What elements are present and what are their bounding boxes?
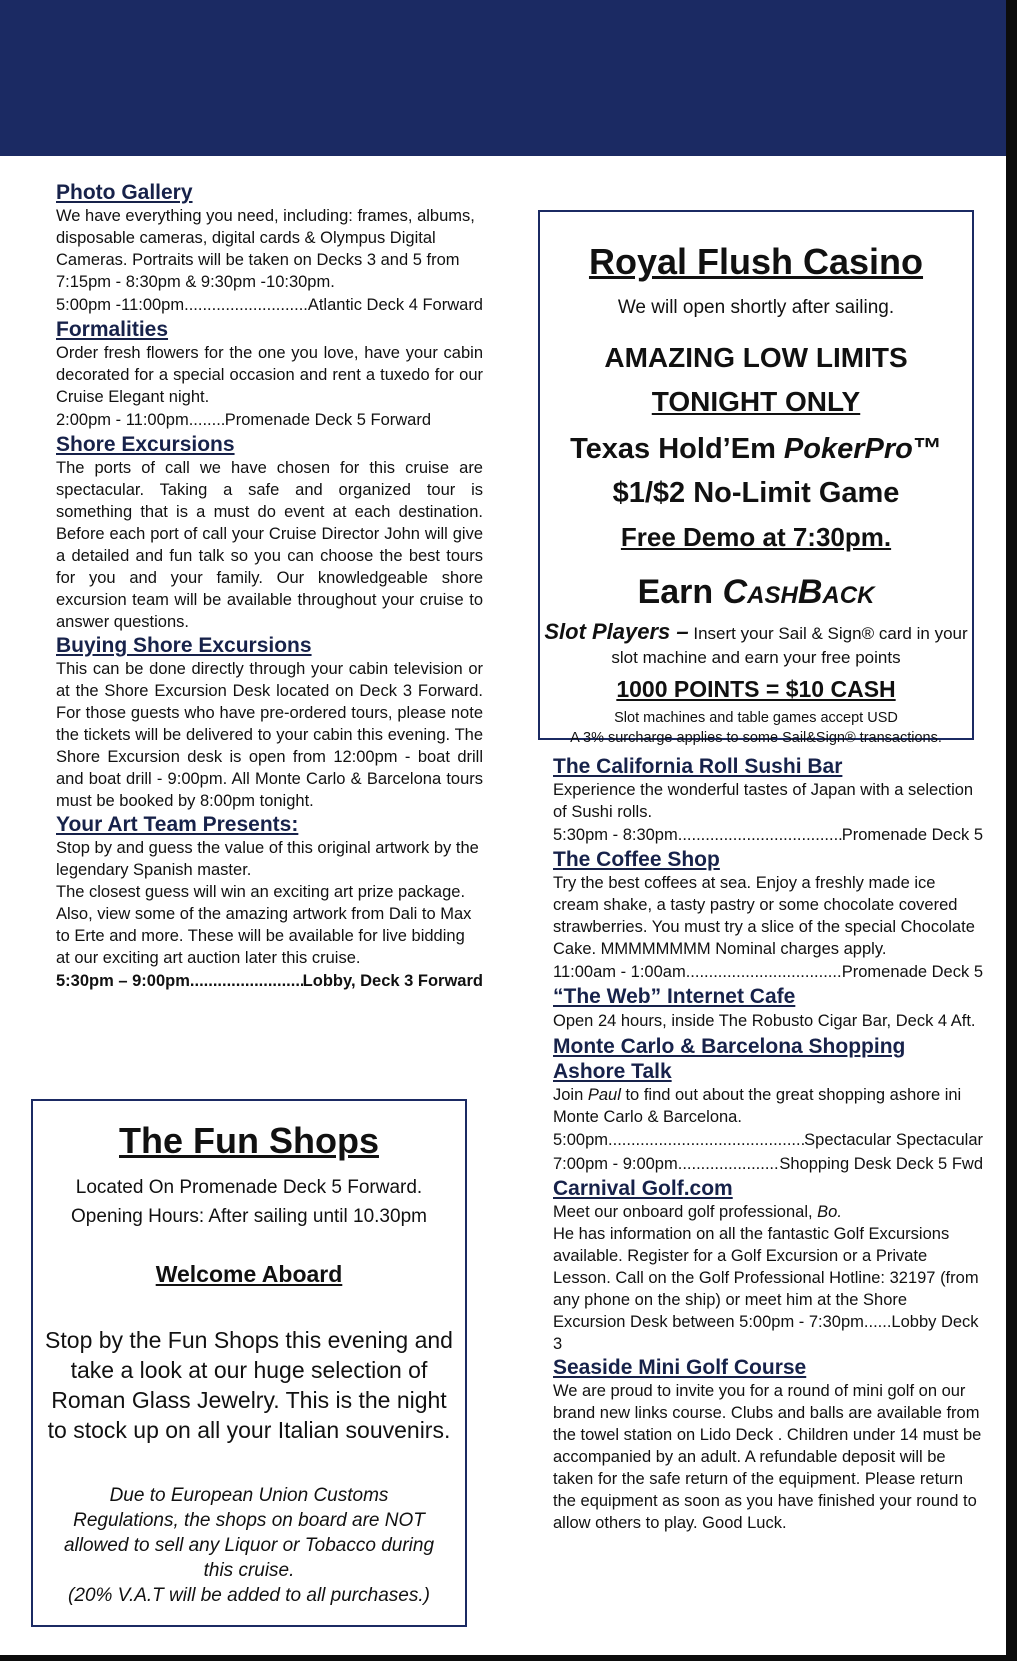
casino-points: 1000 POINTS = $10 CASH [616, 676, 896, 702]
section-body [553, 1084, 983, 1128]
fun-shops-vat: (20% V.A.T will be added to all purchases.) [68, 1585, 430, 1606]
schedule-row [553, 960, 983, 984]
host-name: Paul [587, 1086, 621, 1104]
leader-dots [686, 960, 842, 984]
slot-label: Slot Players – [544, 619, 689, 644]
section-body: The closest guess will win an exciting art prize package. Also, view some of the amazing artwork from Dali to Max to Erte and more. These will be available for live bidding at our exciting art auction later this cruise. [56, 883, 472, 967]
leader-dots [678, 1152, 780, 1176]
leader-dots [678, 823, 842, 847]
schedule-time: 5:30pm – 9:00pm [56, 972, 190, 990]
section-body [553, 1201, 983, 1223]
schedule-row [553, 1128, 983, 1152]
fun-shops-location: Located On Promenade Deck 5 Forward. [75, 1177, 423, 1198]
pro-name: Bo. [817, 1203, 842, 1221]
body-pre: Meet our onboard golf professional, [553, 1203, 818, 1221]
schedule-location: Promenade Deck 5 [841, 963, 983, 981]
shore-excursions-section [56, 432, 483, 633]
schedule-location: Shopping Desk Deck 5 Fwd [779, 1155, 983, 1173]
section-body: We have everything you need, including: frames, albums, disposable cameras, digital cards & Olympus Digital Cameras. Portraits will be taken on Decks 3 and 5 from 7:15pm - 8:30pm & 9:30pm -10:30pm. [56, 207, 475, 291]
scan-edge [1006, 0, 1017, 1661]
schedule-row [56, 293, 483, 317]
art-team-section [56, 812, 483, 993]
section-body: The ports of call we have chosen for this cruise are spectacular. Taking a safe and organized tour is something that is a must do event at each destination. Before each port of call your Cruise Director John will give a detailed and fun talk so you can choose the best tours for you and your family. Our knowledgeable shore excursion team will be available throughout your cruise to answer questions. [56, 459, 483, 631]
schedule-location: Promenade Deck 5 [841, 826, 983, 844]
casino-surcharge: A 3% surcharge applies to some Sail&Sign® transactions. [570, 730, 942, 746]
poker-prefix: Texas Hold’Em [570, 433, 784, 465]
earn-prefix: Earn [637, 573, 723, 611]
section-heading: Monte Carlo & Barcelona Shopping [553, 1035, 906, 1058]
poker-brand: PokerPro [783, 433, 913, 465]
schedule-location: Spectacular Spectacular [804, 1131, 983, 1149]
casino-usd-note: Slot machines and table games accept USD [614, 710, 898, 726]
fun-shops-hours: Opening Hours: After sailing until 10.30pm [71, 1206, 427, 1227]
section-heading: Photo Gallery [56, 181, 193, 204]
schedule-row [56, 969, 483, 993]
schedule-row [56, 408, 483, 432]
casino-slot-info [540, 620, 972, 670]
left-column [56, 180, 483, 993]
casino-box [538, 210, 974, 746]
leader-dots [190, 969, 303, 993]
section-heading: Buying Shore Excursions [56, 634, 312, 657]
fun-shops-welcome: Welcome Aboard [155, 1261, 343, 1287]
scan-edge-bottom [0, 1655, 1017, 1661]
schedule-row [553, 1152, 983, 1176]
section-heading: The California Roll Sushi Bar [553, 755, 843, 778]
casino-earn-line [540, 570, 972, 614]
section-subheading: Ashore Talk [553, 1060, 672, 1083]
coffee-shop-section [553, 847, 983, 984]
golf-section [553, 1176, 983, 1355]
section-heading: “The Web” Internet Cafe [553, 985, 796, 1008]
schedule-time: 5:30pm - 8:30pm [553, 826, 678, 844]
section-heading: Carnival Golf.com [553, 1177, 733, 1200]
schedule-location: Lobby, Deck 3 Forward [302, 972, 483, 990]
sushi-bar-section [553, 754, 983, 847]
mini-golf-section [553, 1355, 983, 1534]
photo-gallery-section [56, 180, 483, 317]
schedule-time: 7:00pm - 9:00pm [553, 1155, 678, 1173]
section-body: Order fresh flowers for the one you love, have your cabin decorated for a special occasion and rent a tuxedo for our Cruise Elegant night. [56, 344, 483, 406]
leader-dots [608, 1128, 804, 1152]
casino-open-note: We will open shortly after sailing. [617, 297, 895, 318]
schedule-time: 2:00pm - 11:00pm [56, 411, 189, 429]
leader-dots [189, 408, 225, 432]
internet-cafe-section [553, 984, 983, 1034]
buying-shore-excursions-section [56, 633, 483, 812]
schedule-location: Promenade Deck 5 Forward [224, 411, 432, 429]
shopping-talk-section [553, 1034, 983, 1176]
casino-tonight: TONIGHT ONLY [651, 386, 861, 417]
casino-poker-line [540, 430, 972, 468]
casino-limits: AMAZING LOW LIMITS [604, 342, 908, 373]
fun-shops-box [31, 1099, 467, 1627]
schedule-time: 5:00pm [553, 1131, 609, 1149]
section-heading: Your Art Team Presents: [56, 813, 299, 836]
header-banner [0, 0, 1006, 156]
schedule-time: 11:00am - 1:00am [553, 963, 686, 981]
section-heading: Seaside Mini Golf Course [553, 1356, 807, 1379]
fun-shops-promo: Stop by the Fun Shops this evening and take a look at our huge selection of Roman Glass Jewelry. This is the night to stock up on all your Italian souvenirs. [45, 1327, 453, 1443]
section-heading: Shore Excursions [56, 433, 235, 456]
fun-shops-title: The Fun Shops [119, 1120, 379, 1161]
slot-text: Insert your Sail & Sign® card in your slot machine and earn your free points [611, 624, 968, 667]
schedule-row [553, 823, 983, 847]
section-body: We are proud to invite you for a round of mini golf on our brand new links course. Clubs and balls are available from the towel station on Lido Deck . Children under 14 must be accompanied by an adult. A refundable deposit will be taken for the safe return of the equipment. Please return the equipment as soon as you have finished your round to allow others to play. Good Luck. [553, 1382, 982, 1532]
casino-title: Royal Flush Casino [588, 241, 924, 282]
schedule-time: 5:00pm -11:00pm [56, 296, 185, 314]
section-body: Experience the wonderful tastes of Japan with a selection of Sushi rolls. [553, 781, 974, 821]
right-column [553, 754, 983, 1534]
body-pre: Join [553, 1086, 588, 1104]
fun-shops-notice: Due to European Union Customs Regulations, the shops on board are NOT allowed to sell any Liquor or Tobacco during this cruise. [63, 1485, 435, 1581]
section-body: Open 24 hours, inside The Robusto Cigar Bar, Deck 4 Aft. [553, 1012, 976, 1030]
trademark: ™ [912, 433, 942, 465]
section-body: This can be done directly through your cabin television or at the Shore Excursion Desk located on Deck 3 Forward. For those guests who have pre-ordered tours, please note the tickets will be delivered to your cabin this evening. The Shore Excursion desk is open from 12:00pm - boat drill and boat drill - 9:00pm. All Monte Carlo & Barcelona tours must be booked by 8:00pm tonight. [56, 660, 483, 810]
section-body: Stop by and guess the value of this original artwork by the legendary Spanish master. [56, 839, 479, 879]
leader-dots [184, 293, 308, 317]
section-heading: The Coffee Shop [553, 848, 720, 871]
section-body: He has information on all the fantastic Golf Excursions available. Register for a Golf Excursion or a Private Lesson. Call on the Golf Professional Hotline: 32197 (from any phone on the ship) or meet him at the Shore Excursion Desk between 5:00pm - 7:30pm......Lobby Deck 3 [553, 1225, 979, 1353]
casino-game: $1/$2 No-Limit Game [612, 477, 900, 509]
body-post: to find out about the great shopping ashore ini Monte Carlo & Barcelona. [553, 1086, 962, 1126]
formalities-section [56, 317, 483, 432]
section-body: Try the best coffees at sea. Enjoy a freshly made ice cream shake, a tasty pastry or some chocolate covered strawberries. You must try a slice of the special Chocolate Cake. MMMMMMMM Nominal charges apply. [553, 874, 975, 958]
cashback-text: CashBack [722, 573, 875, 611]
casino-demo: Free Demo at 7:30pm. [620, 522, 892, 552]
section-heading: Formalities [56, 318, 169, 341]
schedule-location: Atlantic Deck 4 Forward [307, 296, 483, 314]
